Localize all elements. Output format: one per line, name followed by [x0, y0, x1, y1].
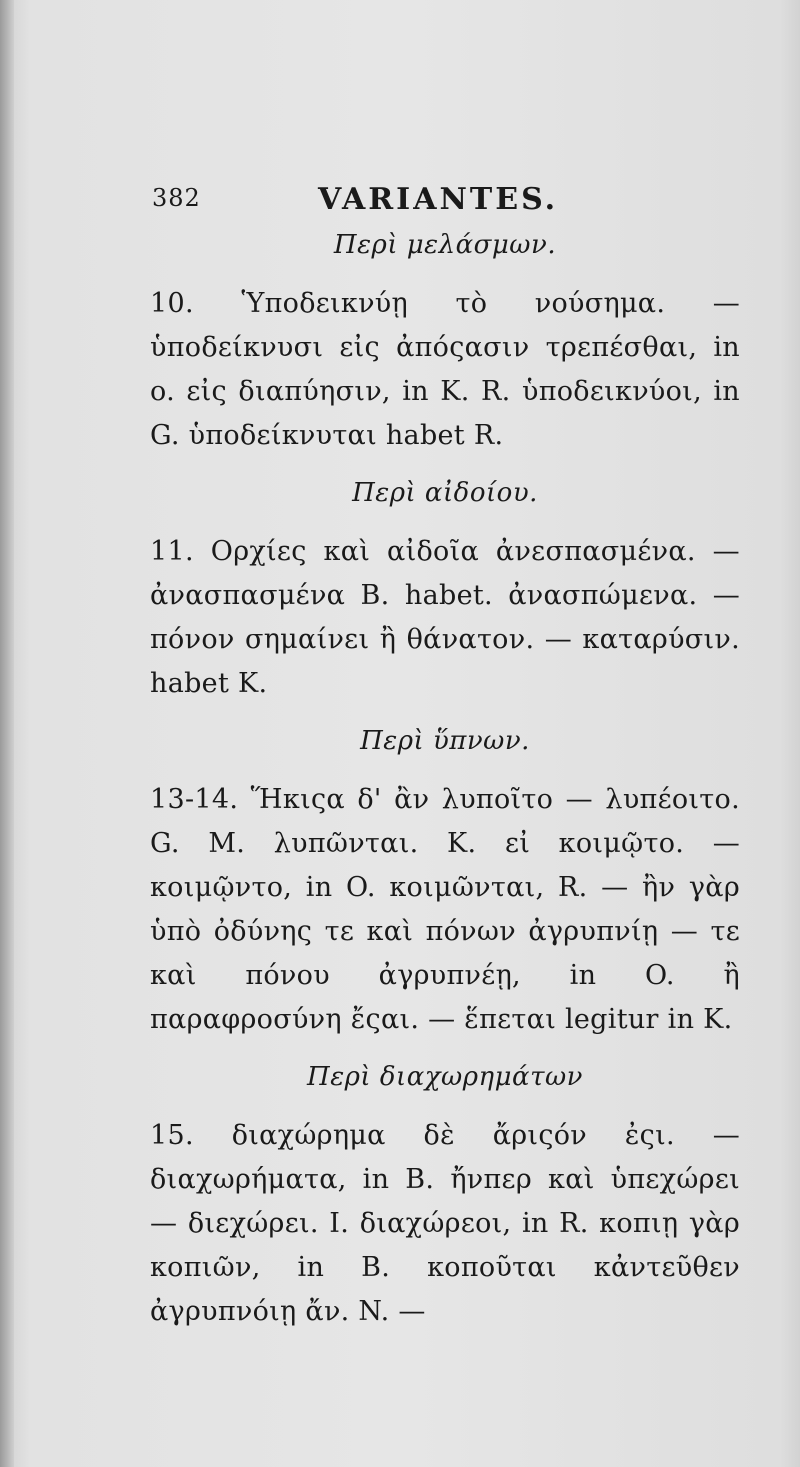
variant-entry: 11. Ορχίες καὶ αἰδοῖα ἀνεσπασμένα. — ἀνασπασμένα B. habet. ἀνασπώμενα. — πόνον σημαίνει ἢ θάνατον. — καταρύσιν. habet K. [150, 536, 740, 699]
section-title: Περὶ διαχωρημάτων [307, 1062, 583, 1092]
variant-entry: 13-14. Ἥκιςα δ' ἂν λυποῖτο — λυπέοιτο. G. M. λυπῶνται. K. εἰ κοιμῷτο. — κοιμῷντο, in O. κοιμῶνται, R. — ἢν γὰρ ὑπὸ ὀδύνης τε καὶ πόνων ἀγρυπνίῃ — τε καὶ πόνου ἀγρυπνέῃ, in O. ἢ παραφροσύνη ἔςαι. — ἕπεται legitur in K. [150, 784, 740, 1035]
text-block [150, 172, 740, 1354]
section-title: Περὶ αἰδοίου. [352, 478, 538, 508]
section-title: Περὶ μελάσμων. [333, 230, 557, 260]
page-header [150, 172, 740, 228]
page-number: 382 [152, 184, 201, 212]
section-title: Περὶ ὕπνων. [360, 726, 530, 756]
running-head: VARIANTES. [318, 182, 559, 217]
variant-entry: 15. διαχώρημα δὲ ἄριςόν ἐςι. — διαχωρήματα, in B. ἤνπερ καὶ ὑπεχώρει — διεχώρει. I. διαχώρεοι, in R. κοπιῃ γὰρ κοπιῶν, in B. κοποῦται κἀντεῦθεν ἀγρυπνόιῃ ἄν. N. — [150, 1120, 740, 1327]
page-binding-edge [0, 0, 14, 1467]
variant-entry: 10. Ὑποδεικνύῃ τὸ νούσημα. — ὑποδείκνυσι εἰς ἀπόςασιν τρεπέσθαι, in o. εἰς διαπύησιν, in K. R. ὑποδεικνύοι, in G. ὑποδείκνυται habet R. [150, 288, 740, 451]
